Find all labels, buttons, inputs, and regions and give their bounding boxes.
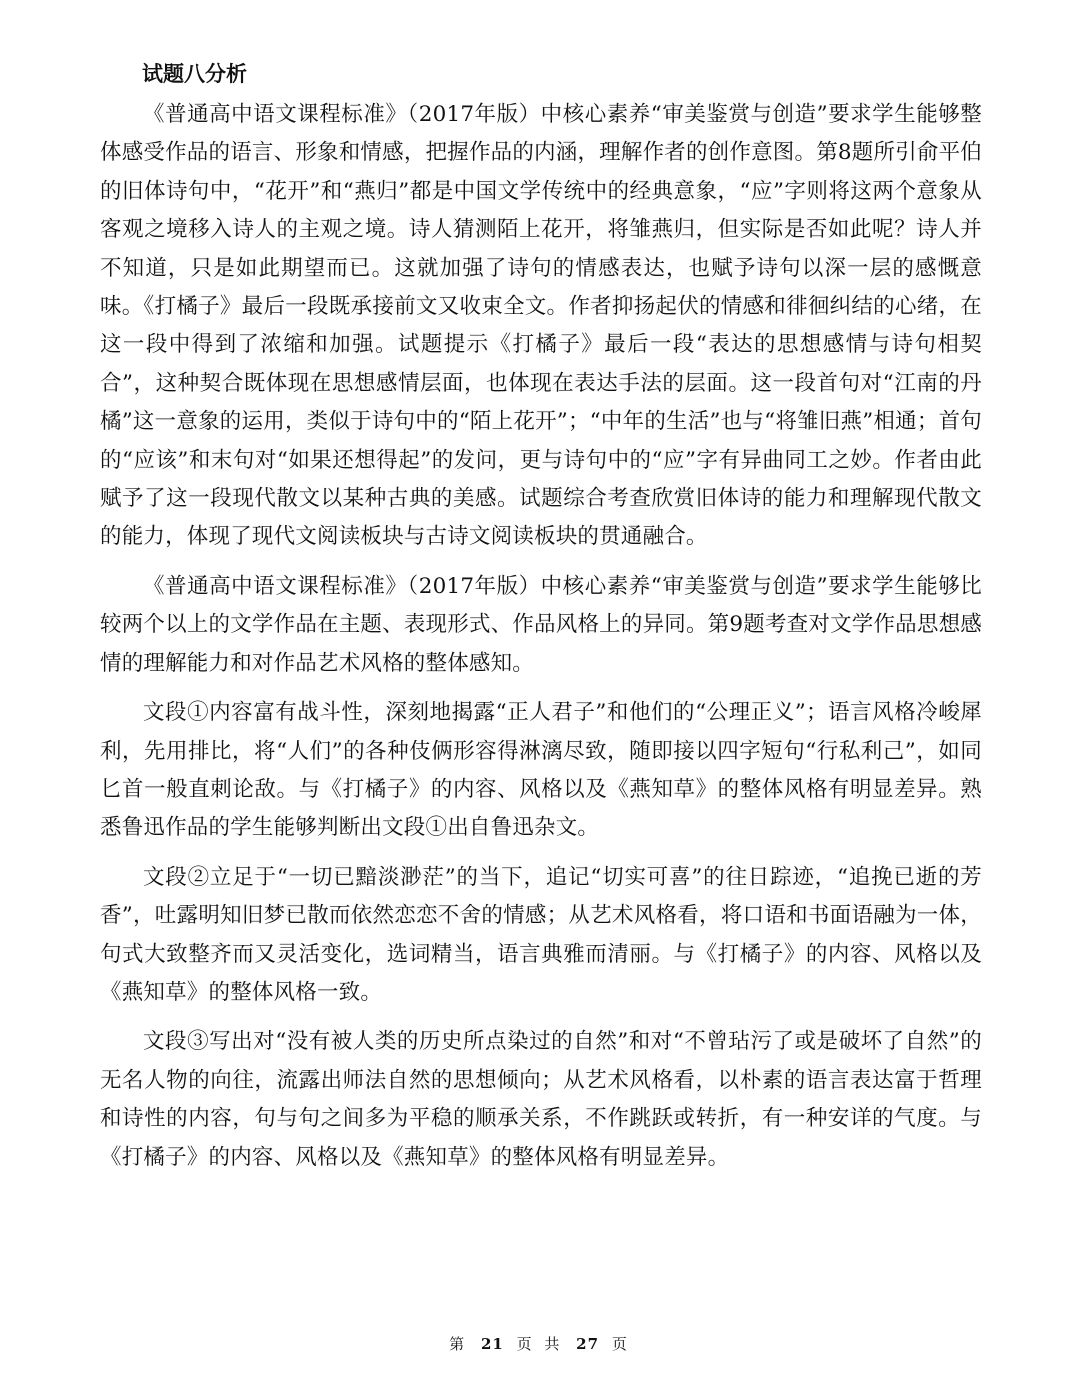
paragraph-3: 文段①内容富有战斗性，深刻地揭露“正人君子”和他们的“公理正义”；语言风格冷峻犀利，先用排比，将“人们”的各种伎俩形容得淋漓尽致，随即接以四字短句“行私利己”，如同匕首一般直刺论敌。与《打橘子》的内容、风格以及《燕知草》的整体风格有明显差异。熟悉鲁迅作品的学生能够判断出文段①出自鲁迅杂文。 (100, 700, 982, 841)
paragraph-2: 《普通高中语文课程标准》（2017年版）中核心素养“审美鉴赏与创造”要求学生能够比较两个以上的文学作品在主题、表现形式、作品风格上的异同。第9题考查对文学作品思想感情的理解能力和对作品艺术风格的整体感知。 (100, 573, 982, 676)
page-footer (0, 1334, 1080, 1354)
paragraph-1: 《普通高中语文课程标准》（2017年版）中核心素养“审美鉴赏与创造”要求学生能够整体感受作品的语言、形象和情感，把握作品的内涵，理解作者的创作意图。第8题所引俞平伯的旧体诗句中，“花开”和“燕归”都是中国文学传统中的经典意象，“应”字则将这两个意象从客观之境移入诗人的主观之境。诗人猜测陌上花开，将雏燕归，但实际是否如此呢？诗人并不知道，只是如此期望而已。这就加强了诗句的情感表达，也赋予诗句以深一层的感慨意味。《打橘子》最后一段既承接前文又收束全文。作者抑扬起伏的情感和徘徊纠结的心绪，在这一段中得到了浓缩和加强。试题提示《打橘子》最后一段“表达的思想感情与诗句相契合”，这种契合既体现在思想感情层面，也体现在表达手法的层面。这一段首句对“江南的丹橘”这一意象的运用，类似于诗句中的“陌上花开”；“中年的生活”也与“将雏旧燕”相通；首句的“应该”和末句对“如果还想得起”的发问，更与诗句中的“应”字有异曲同工之妙。作者由此赋予了这一段现代散文以某种古典的美感。试题综合考查欣赏旧体诗的能力和理解现代散文的能力，体现了现代文阅读板块与古诗文阅读板块的贯通融合。 (100, 102, 982, 550)
paragraph-4: 文段②立足于“一切已黯淡渺茫”的当下，追记“切实可喜”的往日踪迹，“追挽已逝的芳香”，吐露明知旧梦已散而依然恋恋不舍的情感；从艺术风格看，将口语和书面语融为一体，句式大致整齐而又灵活变化，选词精当，语言典雅而清丽。与《打橘子》的内容、风格以及《燕知草》的整体风格一致。 (100, 864, 982, 1005)
current-page-number: 21 (480, 1335, 504, 1353)
total-page-count: 27 (576, 1335, 600, 1353)
footer-suffix: 页 (611, 1335, 631, 1353)
document-body (100, 96, 982, 1188)
paragraph-5: 文段③写出对“没有被人类的历史所点染过的自然”和对“不曾玷污了或是破坏了自然”的无名人物的向往，流露出师法自然的思想倾向；从艺术风格看，以朴素的语言表达富于哲理和诗性的内容，句与句之间多为平稳的顺承关系，不作跳跃或转折，有一种安详的气度。与《打橘子》的内容、风格以及《燕知草》的整体风格有明显差异。 (100, 1029, 982, 1170)
section-heading: 试题八分析 (142, 62, 247, 86)
footer-middle: 页 共 (516, 1335, 564, 1353)
footer-prefix: 第 (449, 1335, 469, 1353)
